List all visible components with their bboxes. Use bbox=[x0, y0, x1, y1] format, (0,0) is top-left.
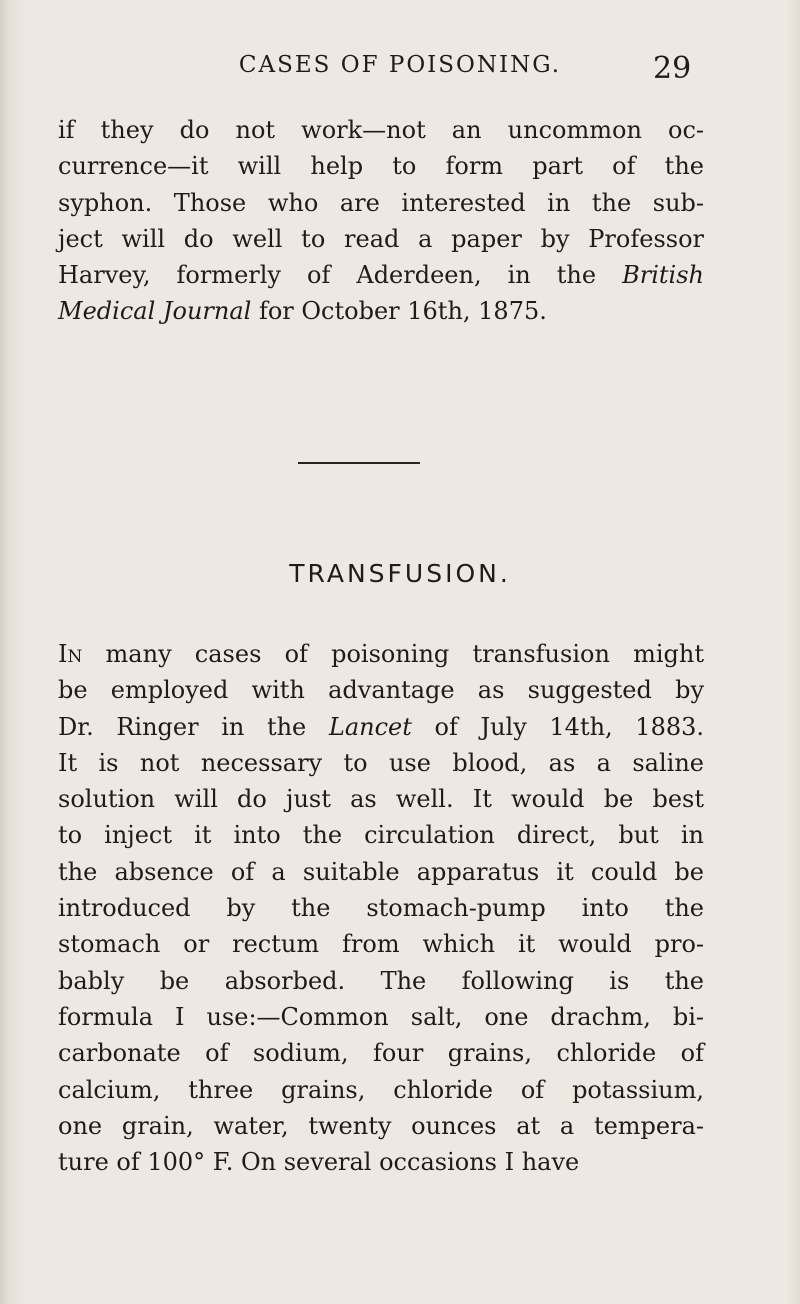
paragraph-two-line: the absence of a suitable apparatus it could be bbox=[58, 857, 704, 886]
paragraph-two-line: It is not necessary to use blood, as a saline bbox=[58, 748, 704, 777]
paragraph-lead-word: In bbox=[58, 640, 83, 668]
paragraph-two-line: bably be absorbed. The following is the bbox=[58, 966, 704, 995]
paragraph-two-line: calcium, three grains, chloride of potassium, bbox=[58, 1075, 704, 1104]
paragraph-one-line: syphon. Those who are interested in the sub- bbox=[58, 188, 704, 217]
section-divider bbox=[298, 462, 420, 464]
paragraph-two-first-line: In many cases of poisoning transfusion might bbox=[58, 640, 704, 668]
paragraph-two-line-with-italic: Dr. Ringer in the Lancet of July 14th, 1883. bbox=[58, 712, 705, 741]
paragraph-two bbox=[58, 636, 704, 1180]
paragraph-one-line: if they do not work—not an uncommon oc- bbox=[58, 116, 704, 144]
paragraph-two-line: solution will do just as well. It would be best bbox=[58, 785, 704, 814]
running-head: CASES OF POISONING. bbox=[238, 52, 562, 78]
paragraph-two-line: formula I use:—Common salt, one drachm, bi- bbox=[58, 1002, 704, 1031]
section-title: TRANSFUSION. bbox=[289, 559, 511, 588]
paragraph-two-line: one grain, water, twenty ounces at a tempera- bbox=[58, 1111, 704, 1140]
journal-title-italic: Medical Journal bbox=[58, 297, 252, 326]
paragraph-one-line: currence—it will help to form part of the bbox=[58, 152, 704, 181]
paragraph-one bbox=[58, 112, 704, 330]
paragraph-two-line: carbonate of sodium, four grains, chloride of bbox=[58, 1039, 704, 1068]
page-number: 29 bbox=[653, 51, 692, 86]
page-header bbox=[0, 52, 800, 92]
journal-title-italic: Lancet bbox=[328, 712, 412, 741]
paragraph-two-line: introduced by the stomach-pump into the bbox=[58, 894, 704, 923]
paragraph-one-last-line: Medical Journal for October 16th, 1875. bbox=[58, 297, 547, 326]
paragraph-two-line: to inject it into the circulation direct, but in bbox=[58, 821, 704, 850]
paragraph-two-last-line: ture of 100° F. On several occasions I have bbox=[58, 1148, 580, 1177]
paragraph-one-line-with-italic: Harvey, formerly of Aderdeen, in the British bbox=[58, 261, 704, 290]
paragraph-two-line: stomach or rectum from which it would pro- bbox=[58, 930, 704, 959]
paragraph-two-line: be employed with advantage as suggested by bbox=[58, 676, 704, 705]
journal-title-italic: British bbox=[622, 261, 704, 290]
paragraph-one-line: ject will do well to read a paper by Professor bbox=[58, 224, 704, 253]
